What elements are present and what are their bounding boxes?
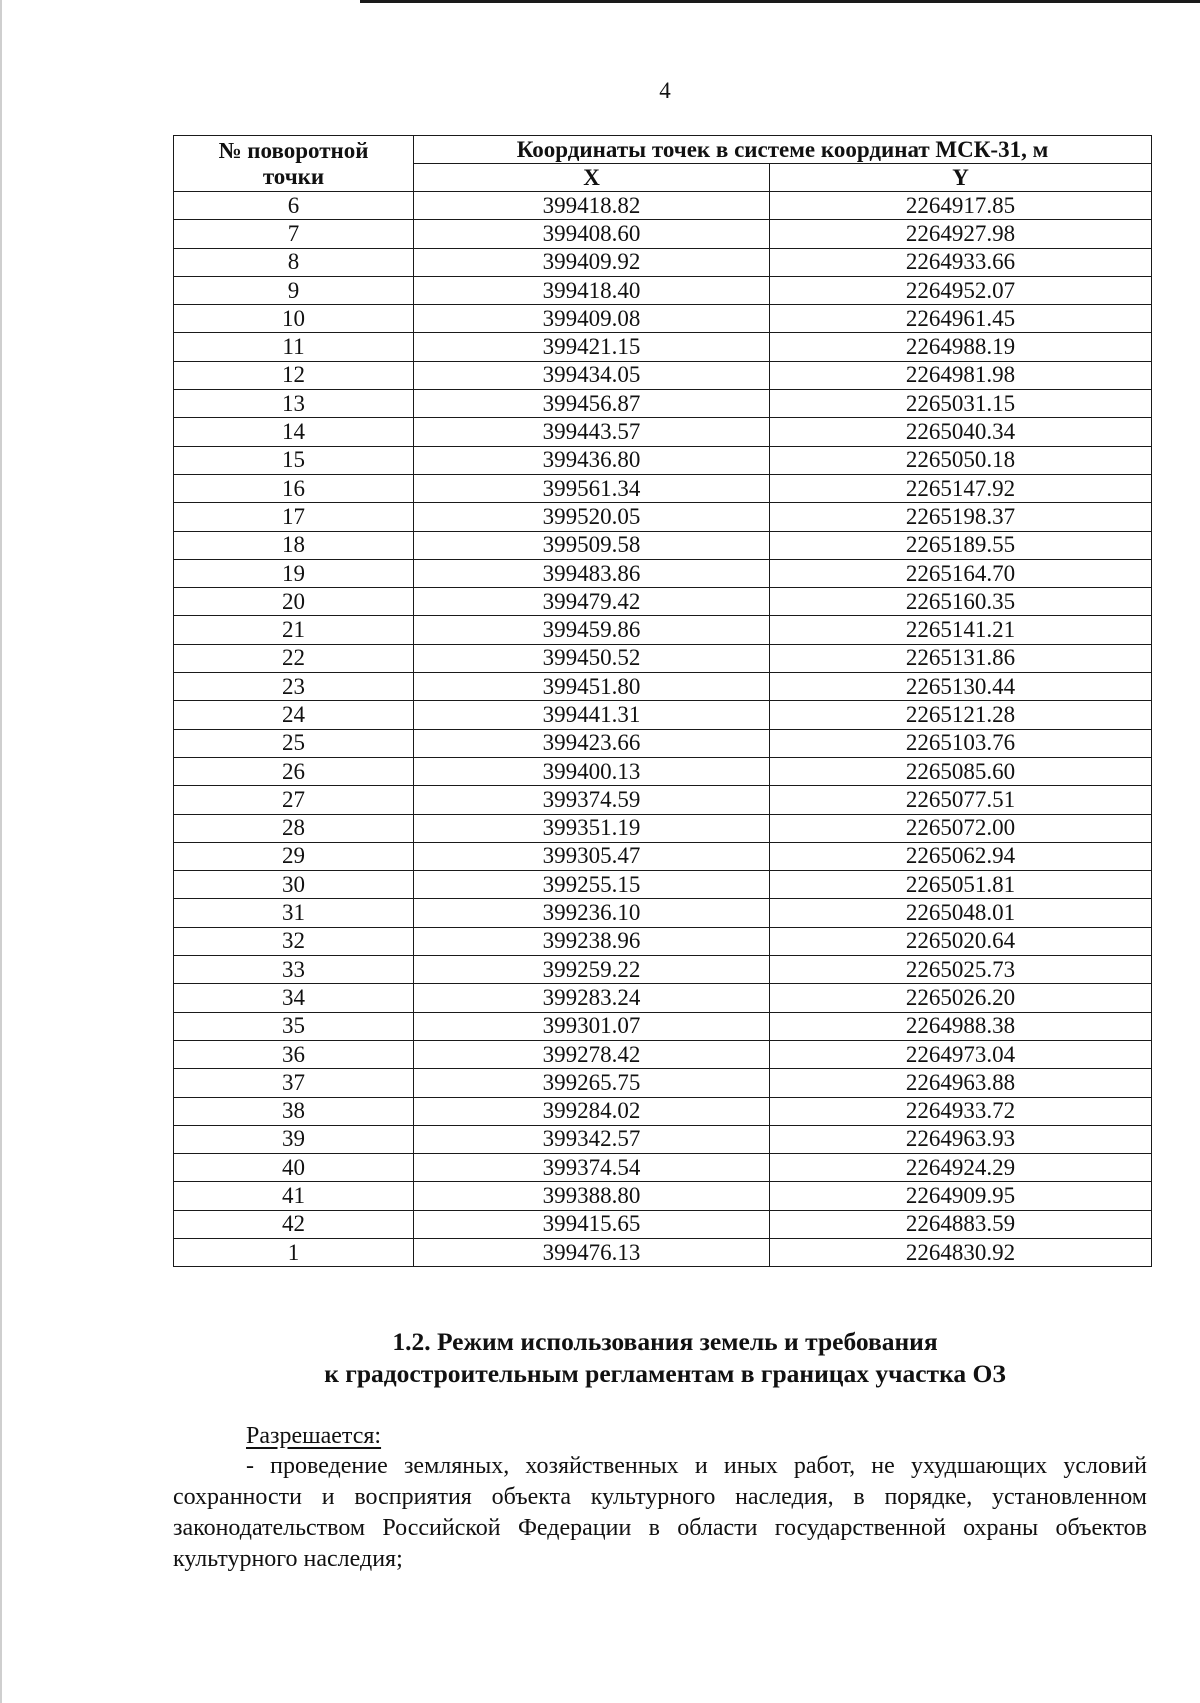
y-coordinate-cell: 2265130.44 [770, 673, 1152, 701]
y-coordinate-cell: 2265147.92 [770, 474, 1152, 502]
x-coordinate-cell: 399476.13 [414, 1238, 770, 1266]
x-coordinate-cell: 399374.59 [414, 786, 770, 814]
y-coordinate-cell: 2265085.60 [770, 757, 1152, 785]
point-number-cell: 33 [174, 956, 414, 984]
y-coordinate-cell: 2265077.51 [770, 786, 1152, 814]
x-coordinate-cell: 399456.87 [414, 390, 770, 418]
x-coordinate-cell: 399283.24 [414, 984, 770, 1012]
point-number-cell: 34 [174, 984, 414, 1012]
y-coordinate-cell: 2264924.29 [770, 1154, 1152, 1182]
table-row [174, 757, 1152, 785]
point-number-cell: 25 [174, 729, 414, 757]
point-number-cell: 9 [174, 276, 414, 304]
table-row [174, 305, 1152, 333]
coordinates-header: Координаты точек в системе координат МСК-31, м [414, 136, 1152, 164]
table-row [174, 333, 1152, 361]
point-number-cell: 18 [174, 531, 414, 559]
section-heading [0, 1326, 1200, 1390]
y-coordinate-cell: 2264917.85 [770, 192, 1152, 220]
x-coordinate-cell: 399509.58 [414, 531, 770, 559]
table-row [174, 1154, 1152, 1182]
point-number-cell: 16 [174, 474, 414, 502]
y-coordinate-cell: 2265062.94 [770, 842, 1152, 870]
point-number-cell: 19 [174, 559, 414, 587]
point-number-cell: 10 [174, 305, 414, 333]
table-row [174, 701, 1152, 729]
point-number-cell: 12 [174, 361, 414, 389]
y-coordinate-cell: 2264988.19 [770, 333, 1152, 361]
x-coordinate-cell: 399450.52 [414, 644, 770, 672]
y-coordinate-cell: 2265072.00 [770, 814, 1152, 842]
point-number-cell: 21 [174, 616, 414, 644]
x-coordinate-cell: 399436.80 [414, 446, 770, 474]
point-number-header-line1: № поворотной [218, 137, 369, 163]
table-row [174, 248, 1152, 276]
page-number: 4 [659, 78, 671, 103]
x-coordinate-cell: 399415.65 [414, 1210, 770, 1238]
point-number-cell: 37 [174, 1069, 414, 1097]
x-coordinate-cell: 399374.54 [414, 1154, 770, 1182]
y-coordinate-cell: 2265026.20 [770, 984, 1152, 1012]
point-number-cell: 39 [174, 1125, 414, 1153]
y-coordinate-cell: 2264883.59 [770, 1210, 1152, 1238]
table-row [174, 814, 1152, 842]
x-coordinate-cell: 399409.92 [414, 248, 770, 276]
y-coordinate-cell: 2264963.88 [770, 1069, 1152, 1097]
table-row [174, 616, 1152, 644]
point-number-cell: 26 [174, 757, 414, 785]
point-number-cell: 8 [174, 248, 414, 276]
x-coordinate-cell: 399483.86 [414, 559, 770, 587]
y-coordinate-cell: 2264973.04 [770, 1040, 1152, 1068]
x-coordinate-cell: 399351.19 [414, 814, 770, 842]
point-number-cell: 31 [174, 899, 414, 927]
point-number-cell: 23 [174, 673, 414, 701]
x-coordinate-cell: 399434.05 [414, 361, 770, 389]
table-row [174, 1012, 1152, 1040]
x-coordinate-cell: 399443.57 [414, 418, 770, 446]
x-coordinate-cell: 399418.82 [414, 192, 770, 220]
x-coordinate-cell: 399451.80 [414, 673, 770, 701]
x-coordinate-cell: 399238.96 [414, 927, 770, 955]
x-coordinate-cell: 399259.22 [414, 956, 770, 984]
y-coordinate-cell: 2264988.38 [770, 1012, 1152, 1040]
x-coordinate-cell: 399409.08 [414, 305, 770, 333]
point-number-cell: 40 [174, 1154, 414, 1182]
table-row [174, 1210, 1152, 1238]
y-coordinate-cell: 2265040.34 [770, 418, 1152, 446]
point-number-cell: 15 [174, 446, 414, 474]
table-row [174, 673, 1152, 701]
table-row [174, 644, 1152, 672]
point-number-cell: 38 [174, 1097, 414, 1125]
y-coordinate-cell: 2265198.37 [770, 503, 1152, 531]
table-row [174, 956, 1152, 984]
table-row [174, 1069, 1152, 1097]
x-coordinate-cell: 399418.40 [414, 276, 770, 304]
x-coordinate-cell: 399255.15 [414, 871, 770, 899]
point-number-cell: 32 [174, 927, 414, 955]
x-column-header: X [414, 164, 770, 192]
section-heading-line1: 1.2. Режим использования земель и требования [392, 1327, 938, 1356]
table-row [174, 503, 1152, 531]
x-coordinate-cell: 399421.15 [414, 333, 770, 361]
scan-border-left [0, 0, 2, 1703]
x-coordinate-cell: 399459.86 [414, 616, 770, 644]
x-coordinate-cell: 399388.80 [414, 1182, 770, 1210]
y-coordinate-cell: 2264981.98 [770, 361, 1152, 389]
point-number-header [174, 136, 414, 192]
y-coordinate-cell: 2265031.15 [770, 390, 1152, 418]
table-row [174, 871, 1152, 899]
point-number-cell: 29 [174, 842, 414, 870]
y-coordinate-cell: 2264933.66 [770, 248, 1152, 276]
section-heading-line2: к градостроительным регламентам в границах участка ОЗ [324, 1359, 1006, 1388]
x-coordinate-cell: 399400.13 [414, 757, 770, 785]
point-number-header-line2: точки [262, 163, 325, 189]
x-coordinate-cell: 399305.47 [414, 842, 770, 870]
y-column-header: Y [770, 164, 1152, 192]
y-coordinate-cell: 2265051.81 [770, 871, 1152, 899]
x-coordinate-cell: 399561.34 [414, 474, 770, 502]
y-coordinate-cell: 2265048.01 [770, 899, 1152, 927]
x-coordinate-cell: 399236.10 [414, 899, 770, 927]
table-row [174, 474, 1152, 502]
x-coordinate-cell: 399278.42 [414, 1040, 770, 1068]
point-number-cell: 30 [174, 871, 414, 899]
x-coordinate-cell: 399520.05 [414, 503, 770, 531]
table-row [174, 984, 1152, 1012]
table-row [174, 786, 1152, 814]
allowed-label: Разрешается: [246, 1423, 382, 1449]
y-coordinate-cell: 2264952.07 [770, 276, 1152, 304]
point-number-cell: 24 [174, 701, 414, 729]
table-row [174, 588, 1152, 616]
y-coordinate-cell: 2265141.21 [770, 616, 1152, 644]
y-coordinate-cell: 2265131.86 [770, 644, 1152, 672]
table-row [174, 559, 1152, 587]
allowed-works-paragraph: - проведение земляных, хозяйственных и иных работ, не ухудшающих условий сохранности и восприятия объекта культурного наследия, в порядке, установленном законодательством Российской Федерации в области государственной охраны объектов культурного наследия; [173, 1453, 1147, 1572]
point-number-cell: 20 [174, 588, 414, 616]
coordinates-table [173, 135, 1152, 1267]
y-coordinate-cell: 2265050.18 [770, 446, 1152, 474]
table-row [174, 1125, 1152, 1153]
point-number-cell: 17 [174, 503, 414, 531]
y-coordinate-cell: 2265164.70 [770, 559, 1152, 587]
x-coordinate-cell: 399284.02 [414, 1097, 770, 1125]
table-row [174, 1182, 1152, 1210]
y-coordinate-cell: 2264830.92 [770, 1238, 1152, 1266]
table-row [174, 220, 1152, 248]
table-row [174, 192, 1152, 220]
point-number-cell: 22 [174, 644, 414, 672]
y-coordinate-cell: 2265189.55 [770, 531, 1152, 559]
table-row [174, 927, 1152, 955]
point-number-cell: 27 [174, 786, 414, 814]
y-coordinate-cell: 2264927.98 [770, 220, 1152, 248]
point-number-cell: 36 [174, 1040, 414, 1068]
x-coordinate-cell: 399265.75 [414, 1069, 770, 1097]
point-number-cell: 41 [174, 1182, 414, 1210]
point-number-cell: 42 [174, 1210, 414, 1238]
y-coordinate-cell: 2265103.76 [770, 729, 1152, 757]
y-coordinate-cell: 2264909.95 [770, 1182, 1152, 1210]
x-coordinate-cell: 399408.60 [414, 220, 770, 248]
table-row [174, 899, 1152, 927]
x-coordinate-cell: 399301.07 [414, 1012, 770, 1040]
x-coordinate-cell: 399441.31 [414, 701, 770, 729]
table-row [174, 361, 1152, 389]
point-number-cell: 11 [174, 333, 414, 361]
x-coordinate-cell: 399423.66 [414, 729, 770, 757]
y-coordinate-cell: 2265025.73 [770, 956, 1152, 984]
table-row [174, 418, 1152, 446]
y-coordinate-cell: 2265020.64 [770, 927, 1152, 955]
table-row [174, 1238, 1152, 1266]
table-row [174, 729, 1152, 757]
table-row [174, 842, 1152, 870]
point-number-cell: 6 [174, 192, 414, 220]
table-row [174, 390, 1152, 418]
y-coordinate-cell: 2264933.72 [770, 1097, 1152, 1125]
scan-border-top [360, 0, 1200, 3]
point-number-cell: 35 [174, 1012, 414, 1040]
table-row [174, 276, 1152, 304]
coordinates-table-body [174, 192, 1152, 1267]
point-number-cell: 14 [174, 418, 414, 446]
point-number-cell: 7 [174, 220, 414, 248]
table-row [174, 1097, 1152, 1125]
y-coordinate-cell: 2265160.35 [770, 588, 1152, 616]
y-coordinate-cell: 2265121.28 [770, 701, 1152, 729]
point-number-cell: 13 [174, 390, 414, 418]
table-row [174, 531, 1152, 559]
x-coordinate-cell: 399479.42 [414, 588, 770, 616]
y-coordinate-cell: 2264961.45 [770, 305, 1152, 333]
x-coordinate-cell: 399342.57 [414, 1125, 770, 1153]
table-row [174, 446, 1152, 474]
table-row [174, 1040, 1152, 1068]
point-number-cell: 28 [174, 814, 414, 842]
point-number-cell: 1 [174, 1238, 414, 1266]
y-coordinate-cell: 2264963.93 [770, 1125, 1152, 1153]
